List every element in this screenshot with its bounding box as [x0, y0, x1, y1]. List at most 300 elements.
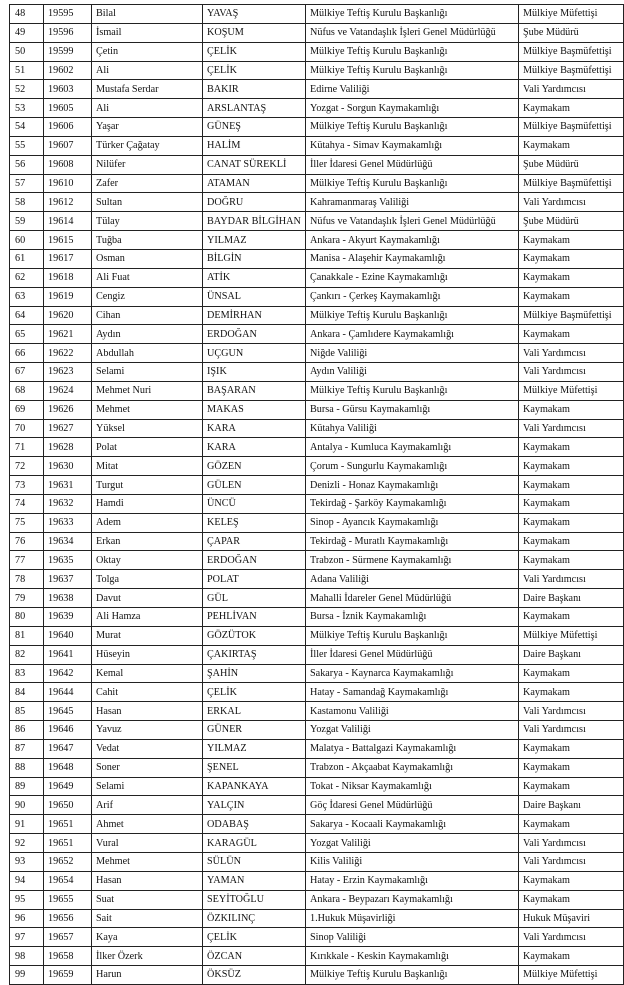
registry-number-cell: 19602	[44, 61, 92, 80]
registry-number-cell: 19603	[44, 80, 92, 99]
office-cell: Mülkiye Teftiş Kurulu Başkanlığı	[306, 61, 519, 80]
last-name-cell: POLAT	[203, 570, 306, 589]
registry-number-cell: 19628	[44, 438, 92, 457]
title-cell: Kaymakam	[519, 325, 624, 344]
first-name-cell: Hamdi	[92, 494, 203, 513]
first-name-cell: Ali Fuat	[92, 268, 203, 287]
office-cell: Mülkiye Teftiş Kurulu Başkanlığı	[306, 42, 519, 61]
table-row	[10, 532, 624, 551]
table-row	[10, 249, 624, 268]
row-number-cell: 56	[10, 155, 44, 174]
title-cell: Vali Yardımcısı	[519, 193, 624, 212]
title-cell: Vali Yardımcısı	[519, 419, 624, 438]
title-cell: Mülkiye Müfettişi	[519, 5, 624, 24]
table-row	[10, 702, 624, 721]
registry-number-cell: 19631	[44, 476, 92, 495]
row-number-cell: 94	[10, 871, 44, 890]
title-cell: Mülkiye Başmüfettişi	[519, 174, 624, 193]
row-number-cell: 77	[10, 551, 44, 570]
last-name-cell: GÖZEN	[203, 457, 306, 476]
first-name-cell: İlker Özerk	[92, 947, 203, 966]
title-cell: Vali Yardımcısı	[519, 834, 624, 853]
registry-number-cell: 19634	[44, 532, 92, 551]
table-row	[10, 721, 624, 740]
registry-number-cell: 19612	[44, 193, 92, 212]
row-number-cell: 86	[10, 721, 44, 740]
title-cell: Kaymakam	[519, 777, 624, 796]
title-cell: Şube Müdürü	[519, 23, 624, 42]
office-cell: Tokat - Niksar Kaymakamlığı	[306, 777, 519, 796]
registry-number-cell: 19595	[44, 5, 92, 24]
row-number-cell: 68	[10, 381, 44, 400]
personnel-table-body	[10, 5, 624, 985]
office-cell: Edirne Valiliği	[306, 80, 519, 99]
last-name-cell: YALÇIN	[203, 796, 306, 815]
table-row	[10, 118, 624, 137]
first-name-cell: Osman	[92, 249, 203, 268]
registry-number-cell: 19647	[44, 739, 92, 758]
last-name-cell: ÇELİK	[203, 42, 306, 61]
last-name-cell: GÜNER	[203, 721, 306, 740]
registry-number-cell: 19632	[44, 494, 92, 513]
title-cell: Kaymakam	[519, 99, 624, 118]
registry-number-cell: 19644	[44, 683, 92, 702]
office-cell: Çorum - Sungurlu Kaymakamlığı	[306, 457, 519, 476]
registry-number-cell: 19615	[44, 231, 92, 250]
registry-number-cell: 19617	[44, 249, 92, 268]
title-cell: Hukuk Müşaviri	[519, 909, 624, 928]
office-cell: Mülkiye Teftiş Kurulu Başkanlığı	[306, 306, 519, 325]
registry-number-cell: 19607	[44, 136, 92, 155]
table-row	[10, 42, 624, 61]
office-cell: Mülkiye Teftiş Kurulu Başkanlığı	[306, 118, 519, 137]
row-number-cell: 92	[10, 834, 44, 853]
row-number-cell: 89	[10, 777, 44, 796]
registry-number-cell: 19645	[44, 702, 92, 721]
title-cell: Şube Müdürü	[519, 155, 624, 174]
office-cell: Mülkiye Teftiş Kurulu Başkanlığı	[306, 626, 519, 645]
office-cell: Çankırı - Çerkeş Kaymakamlığı	[306, 287, 519, 306]
table-row	[10, 664, 624, 683]
table-row	[10, 626, 624, 645]
first-name-cell: Ali	[92, 99, 203, 118]
row-number-cell: 59	[10, 212, 44, 231]
first-name-cell: Murat	[92, 626, 203, 645]
first-name-cell: Cengiz	[92, 287, 203, 306]
title-cell: Kaymakam	[519, 476, 624, 495]
row-number-cell: 64	[10, 306, 44, 325]
last-name-cell: ÇELİK	[203, 61, 306, 80]
row-number-cell: 51	[10, 61, 44, 80]
registry-number-cell: 19639	[44, 608, 92, 627]
registry-number-cell: 19622	[44, 344, 92, 363]
first-name-cell: Sultan	[92, 193, 203, 212]
first-name-cell: Çetin	[92, 42, 203, 61]
last-name-cell: DOĞRU	[203, 193, 306, 212]
title-cell: Kaymakam	[519, 683, 624, 702]
table-row	[10, 136, 624, 155]
first-name-cell: İsmail	[92, 23, 203, 42]
office-cell: Sinop - Ayancık Kaymakamlığı	[306, 513, 519, 532]
registry-number-cell: 19641	[44, 645, 92, 664]
first-name-cell: Selami	[92, 777, 203, 796]
office-cell: Kütahya Valiliği	[306, 419, 519, 438]
registry-number-cell: 19659	[44, 966, 92, 985]
row-number-cell: 57	[10, 174, 44, 193]
row-number-cell: 85	[10, 702, 44, 721]
office-cell: Mülkiye Teftiş Kurulu Başkanlığı	[306, 5, 519, 24]
last-name-cell: PEHLİVAN	[203, 608, 306, 627]
row-number-cell: 73	[10, 476, 44, 495]
office-cell: Hatay - Samandağ Kaymakamlığı	[306, 683, 519, 702]
row-number-cell: 90	[10, 796, 44, 815]
registry-number-cell: 19618	[44, 268, 92, 287]
first-name-cell: Ali	[92, 61, 203, 80]
title-cell: Kaymakam	[519, 532, 624, 551]
first-name-cell: Hüseyin	[92, 645, 203, 664]
first-name-cell: Yüksel	[92, 419, 203, 438]
first-name-cell: Mustafa Serdar	[92, 80, 203, 99]
office-cell: Nüfus ve Vatandaşlık İşleri Genel Müdürlüğü	[306, 212, 519, 231]
first-name-cell: Mehmet	[92, 852, 203, 871]
first-name-cell: Soner	[92, 758, 203, 777]
last-name-cell: ERDOĞAN	[203, 551, 306, 570]
title-cell: Kaymakam	[519, 513, 624, 532]
title-cell: Mülkiye Müfettişi	[519, 381, 624, 400]
office-cell: Yozgat Valiliği	[306, 834, 519, 853]
office-cell: Sakarya - Kaynarca Kaymakamlığı	[306, 664, 519, 683]
first-name-cell: Zafer	[92, 174, 203, 193]
row-number-cell: 83	[10, 664, 44, 683]
first-name-cell: Ali Hamza	[92, 608, 203, 627]
registry-number-cell: 19620	[44, 306, 92, 325]
row-number-cell: 54	[10, 118, 44, 137]
title-cell: Kaymakam	[519, 871, 624, 890]
office-cell: Denizli - Honaz Kaymakamlığı	[306, 476, 519, 495]
table-row	[10, 438, 624, 457]
table-row	[10, 476, 624, 495]
first-name-cell: Mehmet	[92, 400, 203, 419]
table-row	[10, 61, 624, 80]
title-cell: Kaymakam	[519, 287, 624, 306]
table-row	[10, 551, 624, 570]
office-cell: Sinop Valiliği	[306, 928, 519, 947]
last-name-cell: KELEŞ	[203, 513, 306, 532]
title-cell: Kaymakam	[519, 664, 624, 683]
office-cell: Hatay - Erzin Kaymakamlığı	[306, 871, 519, 890]
first-name-cell: Harun	[92, 966, 203, 985]
registry-number-cell: 19596	[44, 23, 92, 42]
table-row	[10, 966, 624, 985]
first-name-cell: Sait	[92, 909, 203, 928]
registry-number-cell: 19626	[44, 400, 92, 419]
last-name-cell: SÜLÜN	[203, 852, 306, 871]
table-row	[10, 212, 624, 231]
last-name-cell: GÜNEŞ	[203, 118, 306, 137]
title-cell: Mülkiye Müfettişi	[519, 626, 624, 645]
title-cell: Kaymakam	[519, 438, 624, 457]
personnel-table	[9, 4, 624, 985]
last-name-cell: BAKIR	[203, 80, 306, 99]
registry-number-cell: 19608	[44, 155, 92, 174]
last-name-cell: ODABAŞ	[203, 815, 306, 834]
office-cell: Tekirdağ - Şarköy Kaymakamlığı	[306, 494, 519, 513]
table-row	[10, 871, 624, 890]
last-name-cell: ERDOĞAN	[203, 325, 306, 344]
first-name-cell: Arif	[92, 796, 203, 815]
last-name-cell: CANAT SÜREKLİ	[203, 155, 306, 174]
table-row	[10, 739, 624, 758]
last-name-cell: ÖKSÜZ	[203, 966, 306, 985]
row-number-cell: 63	[10, 287, 44, 306]
registry-number-cell: 19649	[44, 777, 92, 796]
table-row	[10, 174, 624, 193]
office-cell: Çanakkale - Ezine Kaymakamlığı	[306, 268, 519, 287]
row-number-cell: 60	[10, 231, 44, 250]
row-number-cell: 69	[10, 400, 44, 419]
last-name-cell: ÖZKILINÇ	[203, 909, 306, 928]
title-cell: Mülkiye Başmüfettişi	[519, 118, 624, 137]
office-cell: Antalya - Kumluca Kaymakamlığı	[306, 438, 519, 457]
table-row	[10, 947, 624, 966]
last-name-cell: ÇAPAR	[203, 532, 306, 551]
table-row	[10, 815, 624, 834]
last-name-cell: BAŞARAN	[203, 381, 306, 400]
last-name-cell: YAVAŞ	[203, 5, 306, 24]
last-name-cell: BAYDAR BİLGİHAN	[203, 212, 306, 231]
office-cell: Göç İdaresi Genel Müdürlüğü	[306, 796, 519, 815]
last-name-cell: ATİK	[203, 268, 306, 287]
registry-number-cell: 19635	[44, 551, 92, 570]
row-number-cell: 75	[10, 513, 44, 532]
office-cell: Mülkiye Teftiş Kurulu Başkanlığı	[306, 381, 519, 400]
last-name-cell: YILMAZ	[203, 739, 306, 758]
last-name-cell: ÇAKIRTAŞ	[203, 645, 306, 664]
row-number-cell: 97	[10, 928, 44, 947]
office-cell: Bursa - Gürsu Kaymakamlığı	[306, 400, 519, 419]
row-number-cell: 98	[10, 947, 44, 966]
table-row	[10, 344, 624, 363]
table-row	[10, 513, 624, 532]
first-name-cell: Cahit	[92, 683, 203, 702]
first-name-cell: Adem	[92, 513, 203, 532]
office-cell: İller İdaresi Genel Müdürlüğü	[306, 155, 519, 174]
last-name-cell: MAKAS	[203, 400, 306, 419]
registry-number-cell: 19624	[44, 381, 92, 400]
office-cell: Ankara - Akyurt Kaymakamlığı	[306, 231, 519, 250]
registry-number-cell: 19599	[44, 42, 92, 61]
row-number-cell: 95	[10, 890, 44, 909]
title-cell: Kaymakam	[519, 494, 624, 513]
first-name-cell: Polat	[92, 438, 203, 457]
table-row	[10, 268, 624, 287]
first-name-cell: Cihan	[92, 306, 203, 325]
first-name-cell: Selami	[92, 363, 203, 382]
last-name-cell: UÇGUN	[203, 344, 306, 363]
row-number-cell: 52	[10, 80, 44, 99]
title-cell: Mülkiye Başmüfettişi	[519, 61, 624, 80]
title-cell: Kaymakam	[519, 815, 624, 834]
title-cell: Kaymakam	[519, 231, 624, 250]
last-name-cell: ŞENEL	[203, 758, 306, 777]
title-cell: Şube Müdürü	[519, 212, 624, 231]
row-number-cell: 87	[10, 739, 44, 758]
first-name-cell: Suat	[92, 890, 203, 909]
first-name-cell: Mitat	[92, 457, 203, 476]
first-name-cell: Kemal	[92, 664, 203, 683]
first-name-cell: Davut	[92, 589, 203, 608]
table-row	[10, 909, 624, 928]
office-cell: Bursa - İznik Kaymakamlığı	[306, 608, 519, 627]
first-name-cell: Abdullah	[92, 344, 203, 363]
table-row	[10, 645, 624, 664]
registry-number-cell: 19651	[44, 834, 92, 853]
title-cell: Kaymakam	[519, 608, 624, 627]
table-row	[10, 796, 624, 815]
office-cell: Mülkiye Teftiş Kurulu Başkanlığı	[306, 174, 519, 193]
registry-number-cell: 19633	[44, 513, 92, 532]
registry-number-cell: 19657	[44, 928, 92, 947]
title-cell: Vali Yardımcısı	[519, 344, 624, 363]
row-number-cell: 91	[10, 815, 44, 834]
registry-number-cell: 19640	[44, 626, 92, 645]
row-number-cell: 79	[10, 589, 44, 608]
office-cell: Yozgat Valiliği	[306, 721, 519, 740]
table-row	[10, 231, 624, 250]
registry-number-cell: 19619	[44, 287, 92, 306]
registry-number-cell: 19658	[44, 947, 92, 966]
row-number-cell: 74	[10, 494, 44, 513]
row-number-cell: 78	[10, 570, 44, 589]
title-cell: Kaymakam	[519, 758, 624, 777]
office-cell: Ankara - Beypazarı Kaymakamlığı	[306, 890, 519, 909]
first-name-cell: Vedat	[92, 739, 203, 758]
table-row	[10, 155, 624, 174]
row-number-cell: 82	[10, 645, 44, 664]
last-name-cell: BİLGİN	[203, 249, 306, 268]
table-row	[10, 494, 624, 513]
table-row	[10, 99, 624, 118]
table-row	[10, 928, 624, 947]
title-cell: Vali Yardımcısı	[519, 570, 624, 589]
title-cell: Mülkiye Başmüfettişi	[519, 42, 624, 61]
last-name-cell: GÜLEN	[203, 476, 306, 495]
row-number-cell: 65	[10, 325, 44, 344]
registry-number-cell: 19606	[44, 118, 92, 137]
registry-number-cell: 19651	[44, 815, 92, 834]
first-name-cell: Erkan	[92, 532, 203, 551]
office-cell: Mülkiye Teftiş Kurulu Başkanlığı	[306, 966, 519, 985]
last-name-cell: KARA	[203, 438, 306, 457]
registry-number-cell: 19642	[44, 664, 92, 683]
title-cell: Vali Yardımcısı	[519, 80, 624, 99]
office-cell: İller İdaresi Genel Müdürlüğü	[306, 645, 519, 664]
row-number-cell: 48	[10, 5, 44, 24]
table-row	[10, 570, 624, 589]
row-number-cell: 67	[10, 363, 44, 382]
row-number-cell: 72	[10, 457, 44, 476]
last-name-cell: ÜNCÜ	[203, 494, 306, 513]
office-cell: 1.Hukuk Müşavirliği	[306, 909, 519, 928]
registry-number-cell: 19655	[44, 890, 92, 909]
office-cell: Yozgat - Sorgun Kaymakamlığı	[306, 99, 519, 118]
table-row	[10, 23, 624, 42]
last-name-cell: YILMAZ	[203, 231, 306, 250]
row-number-cell: 55	[10, 136, 44, 155]
registry-number-cell: 19627	[44, 419, 92, 438]
table-row	[10, 325, 624, 344]
office-cell: Trabzon - Akçaabat Kaymakamlığı	[306, 758, 519, 777]
row-number-cell: 62	[10, 268, 44, 287]
table-row	[10, 400, 624, 419]
title-cell: Vali Yardımcısı	[519, 363, 624, 382]
last-name-cell: ARSLANTAŞ	[203, 99, 306, 118]
last-name-cell: ÇELİK	[203, 928, 306, 947]
title-cell: Daire Başkanı	[519, 796, 624, 815]
last-name-cell: SEYİTOĞLU	[203, 890, 306, 909]
first-name-cell: Turgut	[92, 476, 203, 495]
last-name-cell: IŞIK	[203, 363, 306, 382]
registry-number-cell: 19646	[44, 721, 92, 740]
office-cell: Tekirdağ - Muratlı Kaymakamlığı	[306, 532, 519, 551]
registry-number-cell: 19621	[44, 325, 92, 344]
registry-number-cell: 19648	[44, 758, 92, 777]
row-number-cell: 81	[10, 626, 44, 645]
title-cell: Mülkiye Müfettişi	[519, 966, 624, 985]
table-row	[10, 608, 624, 627]
last-name-cell: KOŞUM	[203, 23, 306, 42]
row-number-cell: 76	[10, 532, 44, 551]
row-number-cell: 50	[10, 42, 44, 61]
title-cell: Kaymakam	[519, 249, 624, 268]
row-number-cell: 93	[10, 852, 44, 871]
first-name-cell: Yavuz	[92, 721, 203, 740]
title-cell: Vali Yardımcısı	[519, 702, 624, 721]
first-name-cell: Mehmet Nuri	[92, 381, 203, 400]
office-cell: Kahramanmaraş Valiliği	[306, 193, 519, 212]
table-row	[10, 834, 624, 853]
last-name-cell: ERKAL	[203, 702, 306, 721]
title-cell: Daire Başkanı	[519, 589, 624, 608]
table-row	[10, 193, 624, 212]
registry-number-cell: 19630	[44, 457, 92, 476]
first-name-cell: Vural	[92, 834, 203, 853]
office-cell: Nüfus ve Vatandaşlık İşleri Genel Müdürlüğü	[306, 23, 519, 42]
registry-number-cell: 19656	[44, 909, 92, 928]
last-name-cell: DEMİRHAN	[203, 306, 306, 325]
registry-number-cell: 19654	[44, 871, 92, 890]
title-cell: Kaymakam	[519, 890, 624, 909]
first-name-cell: Nilüfer	[92, 155, 203, 174]
office-cell: Kastamonu Valiliği	[306, 702, 519, 721]
office-cell: Kilis Valiliği	[306, 852, 519, 871]
last-name-cell: KARAGÜL	[203, 834, 306, 853]
row-number-cell: 66	[10, 344, 44, 363]
row-number-cell: 80	[10, 608, 44, 627]
last-name-cell: KARA	[203, 419, 306, 438]
title-cell: Kaymakam	[519, 136, 624, 155]
office-cell: Aydın Valiliği	[306, 363, 519, 382]
table-row	[10, 363, 624, 382]
office-cell: Adana Valiliği	[306, 570, 519, 589]
title-cell: Vali Yardımcısı	[519, 721, 624, 740]
office-cell: Kütahya - Simav Kaymakamlığı	[306, 136, 519, 155]
title-cell: Vali Yardımcısı	[519, 852, 624, 871]
first-name-cell: Türker Çağatay	[92, 136, 203, 155]
last-name-cell: KAPANKAYA	[203, 777, 306, 796]
last-name-cell: ŞAHİN	[203, 664, 306, 683]
first-name-cell: Tuğba	[92, 231, 203, 250]
